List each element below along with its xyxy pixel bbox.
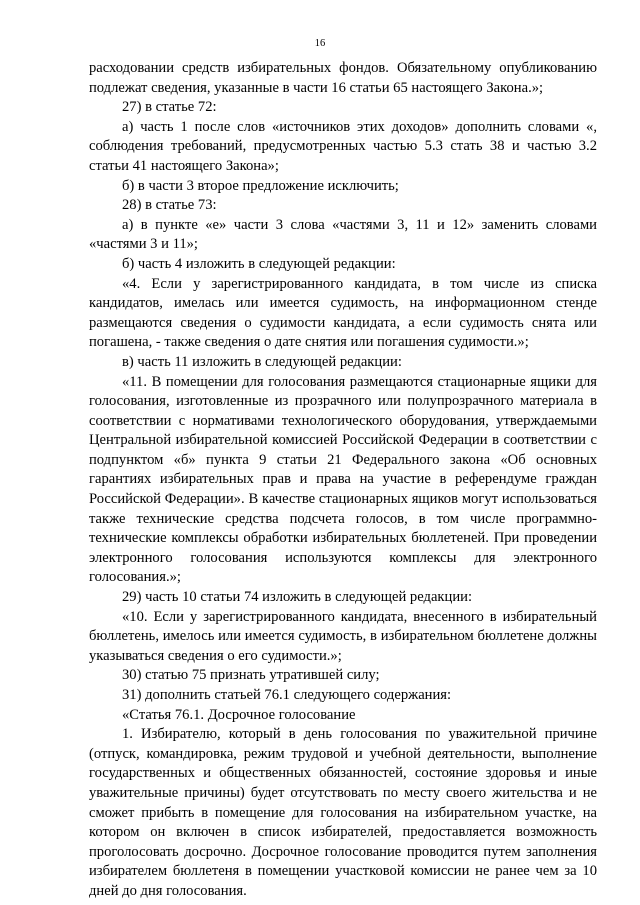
document-body [89, 59, 597, 902]
paragraph: а) часть 1 после слов «источников этих доходов» дополнить словами «, соблюдения требований, предусмотренных частью 5.3 стать 38 и частью 3.2 статьи 41 настоящего Закона»; [89, 118, 597, 174]
paragraph: 27) в статье 72: [122, 99, 217, 116]
article-heading: «Статья 76.1. Досрочное голосование [122, 706, 356, 723]
paragraph: «10. Если у зарегистрированного кандидата, внесенного в избирательный бюллетень, имелось или имеется судимость, в избирательном бюллетене должны указываться сведения о его судимости.»; [89, 608, 597, 664]
paragraph: 1. Избирателю, который в день голосования по уважительной причине (отпуск, командировка, режим трудовой и учебной деятельности, выполнение государственных и общественных обязанностей, состояние здоровья и иные уважительные причины) будет отсутствовать по месту своего жительства и не сможет прибыть в помещение для голосования на избирательном участке, на котором он включен в список избирателей, предоставляется возможность проголосовать досрочно. Досрочное голосование проводится путем заполнения избирателем бюллетеня в помещении участковой комиссии не ранее чем за 10 дней до дня голосования. [89, 726, 597, 899]
paragraph: в) часть 11 изложить в следующей редакции: [122, 353, 402, 370]
paragraph: 30) статью 75 признать утратившей силу; [122, 667, 380, 684]
paragraph: б) часть 4 изложить в следующей редакции: [122, 255, 396, 272]
paragraph: 28) в статье 73: [122, 197, 217, 214]
paragraph: «4. Если у зарегистрированного кандидата, в том числе из списка кандидатов, имелась или имеется судимость, на информационном стенде размещаются сведения о судимости кандидата, а если судимость снята или погашена, - также сведения о дате снятия или погашения судимости.»; [89, 275, 597, 351]
paragraph: «11. В помещении для голосования размещаются стационарные ящики для голосования, изготовленные из прозрачного или полупрозрачного материала в соответствии с нормативами технологического оборудования, утверждаемыми Центральной избирательной комиссией Российской Федерации в соответствии с подпунктом «б» пункта 9 статьи 21 Федерального закона «Об основных гарантиях избирательных прав и права на участие в референдуме граждан Российской Федерации». В качестве стационарных ящиков могут использоваться также технические средства подсчета голосов, в том числе программно-технические комплексы обработки избирательных бюллетеней. При проведении электронного голосования используются комплексы для электронного голосования.»; [89, 373, 597, 586]
paragraph: а) в пункте «е» части 3 слова «частями 3, 11 и 12» заменить словами «частями 3 и 11»; [89, 216, 597, 253]
page-number: 16 [314, 38, 326, 49]
paragraph: 31) дополнить статьей 76.1 следующего содержания: [122, 687, 452, 703]
paragraph: расходовании средств избирательных фондов. Обязательному опубликованию подлежат сведения, указанные в части 16 статьи 65 настоящего Закона.»; [89, 60, 597, 96]
paragraph: б) в части 3 второе предложение исключить; [122, 177, 399, 194]
paragraph: 29) часть 10 статьи 74 изложить в следующей редакции: [122, 589, 472, 606]
